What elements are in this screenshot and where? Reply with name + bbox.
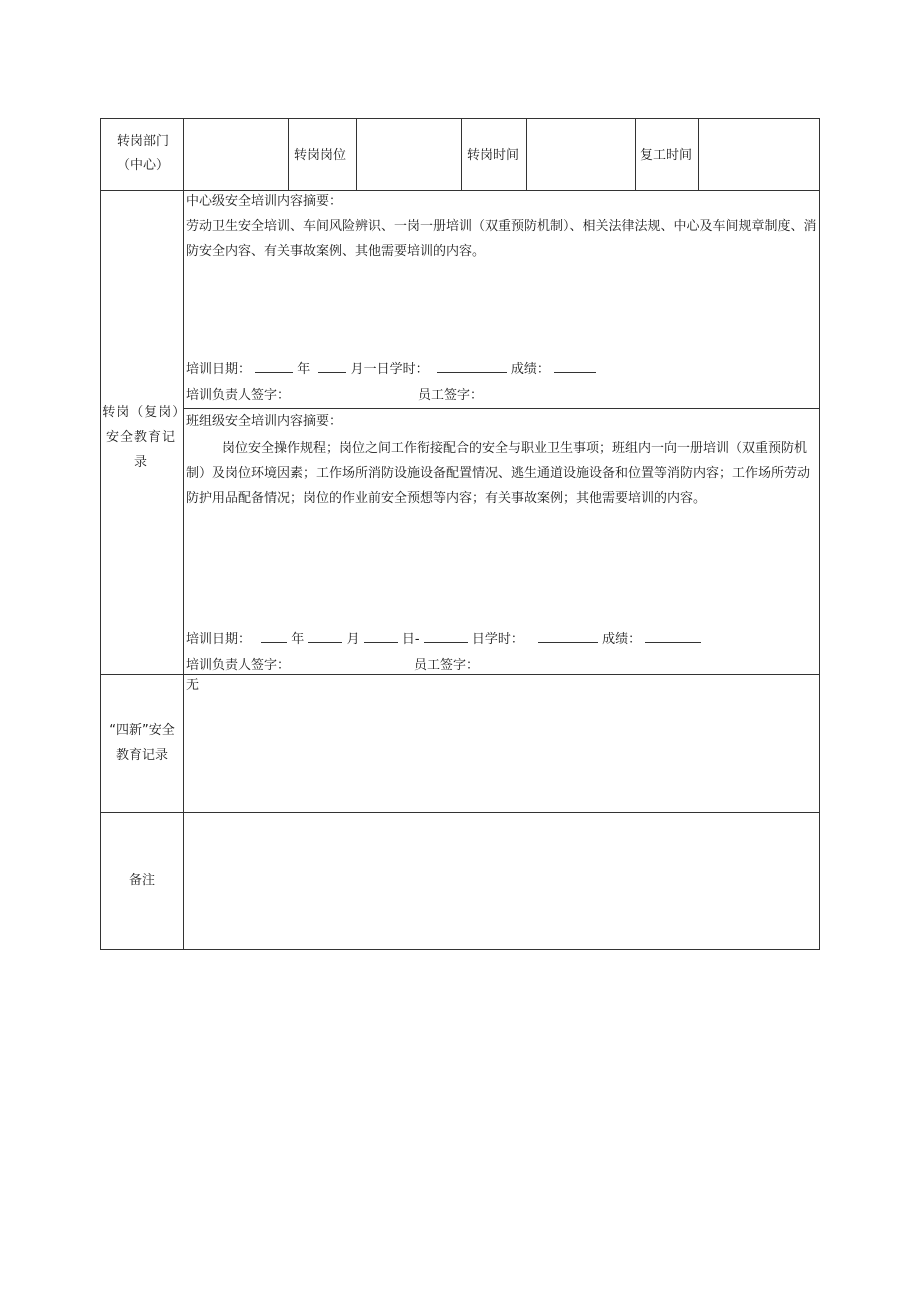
row-divider-center-team <box>183 408 820 409</box>
team-employee-sign: 员工签字： <box>414 658 480 673</box>
header-divider-1 <box>288 118 289 190</box>
team-day-blank[interactable] <box>364 628 398 643</box>
center-month-day-label: 月一日学时： <box>350 362 429 377</box>
border-bottom <box>100 949 820 950</box>
resume-label: 复工时间 <box>640 148 693 163</box>
dept-label: 转岗部门（中心） <box>116 134 169 173</box>
four-new-label: “四新”安全教育记录 <box>109 723 175 763</box>
center-training-title: 中心级安全培训内容摘要： <box>186 194 343 209</box>
center-score-label: 成绩： <box>510 362 550 377</box>
center-hours-blank[interactable] <box>437 358 507 373</box>
team-leader-sign: 培训负责人签字： <box>186 658 291 673</box>
team-score-blank[interactable] <box>645 628 701 643</box>
team-training-date-line <box>186 628 701 652</box>
center-score-blank[interactable] <box>554 358 596 373</box>
center-training-content: 劳动卫生安全培训、车间风险辨识、一岗一册培训（双重预防机制）、相关法律法规、中心及车间规章制度、消防安全内容、有关事故案例、其他需要培训的内容。 <box>186 219 817 259</box>
center-employee-sign: 员工签字： <box>418 388 484 403</box>
header-divider-3 <box>461 118 462 190</box>
row-divider-four-new <box>100 812 820 813</box>
time-label: 转岗时间 <box>467 148 520 163</box>
team-month-label: 月 <box>346 632 360 647</box>
team-training-title: 班组级安全培训内容摘要： <box>186 414 343 429</box>
center-year-blank[interactable] <box>255 358 293 373</box>
team-training-content: 岗位安全操作规程；岗位之间工作衔接配合的安全与职业卫生事项；班组内一向一册培训（双重预防机制）及岗位环境因素；工作场所消防设施设备配置情况、逃生通道设施设备和位置等消防内容；工作场所劳动防护用品配备情况；岗位的作业前安全预想等内容；有关事故案例；其他需要培训的内容。 <box>186 441 811 506</box>
header-divider-6 <box>698 118 699 190</box>
transfer-record-label: 转岗（复岗）安全教育记录 <box>102 405 180 470</box>
header-divider-5 <box>635 118 636 190</box>
center-date-label: 培训日期： <box>186 362 252 377</box>
remarks-label: 备注 <box>128 873 155 888</box>
border-right <box>819 118 820 950</box>
post-label: 转岗岗位 <box>294 148 347 163</box>
team-score-label: 成绩： <box>602 632 642 647</box>
center-month-blank[interactable] <box>318 358 346 373</box>
four-new-value[interactable]: 无 <box>186 678 200 693</box>
team-hours-blank[interactable] <box>538 628 598 643</box>
team-day-label: 日- <box>401 632 420 647</box>
header-divider-2 <box>356 118 357 190</box>
label-column-divider <box>183 118 184 950</box>
header-divider-4 <box>526 118 527 190</box>
team-year-blank[interactable] <box>261 628 287 643</box>
team-date-label: 培训日期： <box>186 632 252 647</box>
team-end-day-blank[interactable] <box>424 628 468 643</box>
team-hours-label: 日学时： <box>471 632 524 647</box>
team-year-label: 年 <box>291 632 305 647</box>
transfer-safety-form <box>100 118 820 950</box>
center-training-date-line <box>186 358 596 382</box>
border-top <box>100 118 820 119</box>
center-year-label: 年 <box>297 362 311 377</box>
center-leader-sign: 培训负责人签字： <box>186 388 291 403</box>
team-month-blank[interactable] <box>308 628 342 643</box>
border-left <box>100 118 101 950</box>
